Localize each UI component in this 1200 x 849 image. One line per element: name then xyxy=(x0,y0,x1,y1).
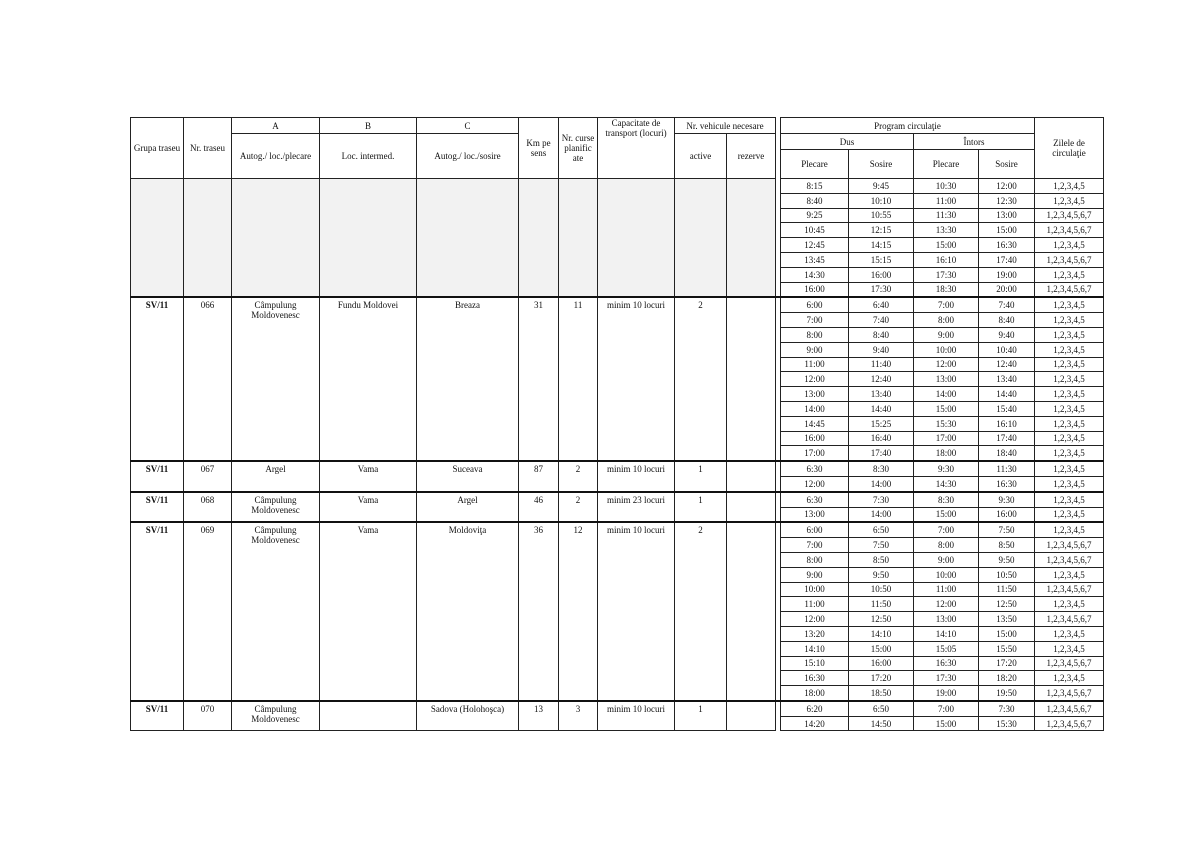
intors-plecare-cell: 11:00 xyxy=(914,193,979,208)
dus-plecare-cell: 16:30 xyxy=(781,671,849,686)
active-vehicles-cell xyxy=(675,179,727,298)
intors-plecare-cell: 7:00 xyxy=(914,701,979,716)
intors-sosire-cell: 9:30 xyxy=(979,492,1035,507)
intors-sosire-cell: 17:40 xyxy=(979,252,1035,267)
intors-plecare-cell: 19:00 xyxy=(914,686,979,701)
intors-sosire-cell: 12:00 xyxy=(979,179,1035,194)
zilele-cell: 1,2,3,4,5 xyxy=(1035,507,1104,522)
intors-sosire-cell: 7:50 xyxy=(979,522,1035,537)
dus-plecare-cell: 8:00 xyxy=(781,327,849,342)
dus-plecare-cell: 10:45 xyxy=(781,223,849,238)
header-col-a: A xyxy=(232,118,320,134)
header-km-pe-sens: Km pe sens xyxy=(519,118,559,179)
intors-sosire-cell: 11:50 xyxy=(979,582,1035,597)
table-row xyxy=(131,461,1104,476)
intors-sosire-cell: 8:40 xyxy=(979,313,1035,328)
header-program-circulatie: Program circulaţie xyxy=(781,118,1035,134)
intors-sosire-cell: 15:30 xyxy=(979,716,1035,731)
zilele-cell: 1,2,3,4,5 xyxy=(1035,567,1104,582)
planned-trips-cell: 12 xyxy=(559,522,598,701)
zilele-cell: 1,2,3,4,5 xyxy=(1035,492,1104,507)
dus-plecare-cell: 14:45 xyxy=(781,416,849,431)
zilele-cell: 1,2,3,4,5 xyxy=(1035,372,1104,387)
intors-plecare-cell: 8:00 xyxy=(914,538,979,553)
intors-plecare-cell: 8:00 xyxy=(914,313,979,328)
dus-sosire-cell: 17:40 xyxy=(849,446,914,461)
intors-sosire-cell: 17:20 xyxy=(979,656,1035,671)
intors-plecare-cell: 9:00 xyxy=(914,327,979,342)
intors-plecare-cell: 13:30 xyxy=(914,223,979,238)
intors-sosire-cell: 16:00 xyxy=(979,507,1035,522)
intors-plecare-cell: 7:00 xyxy=(914,522,979,537)
intors-plecare-cell: 15:05 xyxy=(914,641,979,656)
intors-sosire-cell: 7:40 xyxy=(979,297,1035,312)
intermediate-station-cell: Vama xyxy=(320,461,417,492)
dus-plecare-cell: 7:00 xyxy=(781,538,849,553)
reserve-vehicles-cell xyxy=(727,461,776,492)
table-row xyxy=(131,297,1104,312)
dus-sosire-cell: 8:30 xyxy=(849,461,914,476)
zilele-cell: 1,2,3,4,5,6,7 xyxy=(1035,282,1104,297)
intors-plecare-cell: 11:30 xyxy=(914,208,979,223)
km-cell: 13 xyxy=(519,701,559,731)
header-nr-traseu: Nr. traseu xyxy=(184,118,232,179)
km-cell: 87 xyxy=(519,461,559,492)
arrival-station-cell: Argel xyxy=(417,492,519,523)
intors-sosire-cell: 12:50 xyxy=(979,597,1035,612)
header-col-b: B xyxy=(320,118,417,134)
arrival-station-cell: Sadova (Holohoşca) xyxy=(417,701,519,731)
km-cell: 36 xyxy=(519,522,559,701)
dus-plecare-cell: 9:00 xyxy=(781,342,849,357)
intors-plecare-cell: 10:00 xyxy=(914,342,979,357)
zilele-cell: 1,2,3,4,5,6,7 xyxy=(1035,582,1104,597)
intors-plecare-cell: 16:30 xyxy=(914,656,979,671)
dus-plecare-cell: 6:00 xyxy=(781,522,849,537)
intors-sosire-cell: 15:40 xyxy=(979,401,1035,416)
active-vehicles-cell: 1 xyxy=(675,701,727,731)
intors-plecare-cell: 7:00 xyxy=(914,297,979,312)
km-cell xyxy=(519,179,559,298)
zilele-cell: 1,2,3,4,5 xyxy=(1035,416,1104,431)
intors-sosire-cell: 8:50 xyxy=(979,538,1035,553)
route-number-cell xyxy=(184,179,232,298)
dus-sosire-cell: 14:15 xyxy=(849,238,914,253)
route-group-cell: SV/11 xyxy=(131,701,184,731)
intors-plecare-cell: 12:00 xyxy=(914,357,979,372)
intors-sosire-cell: 19:00 xyxy=(979,267,1035,282)
dus-sosire-cell: 6:50 xyxy=(849,522,914,537)
header-nr-curse: Nr. curse planific ate xyxy=(559,118,598,179)
intors-sosire-cell: 12:40 xyxy=(979,357,1035,372)
reserve-vehicles-cell xyxy=(727,492,776,523)
dus-plecare-cell: 8:15 xyxy=(781,179,849,194)
dus-plecare-cell: 14:10 xyxy=(781,641,849,656)
active-vehicles-cell: 2 xyxy=(675,297,727,461)
zilele-cell: 1,2,3,4,5,6,7 xyxy=(1035,252,1104,267)
dus-plecare-cell: 12:45 xyxy=(781,238,849,253)
zilele-cell: 1,2,3,4,5 xyxy=(1035,626,1104,641)
route-group-cell: SV/11 xyxy=(131,492,184,523)
intors-plecare-cell: 15:00 xyxy=(914,401,979,416)
zilele-cell: 1,2,3,4,5,6,7 xyxy=(1035,223,1104,238)
intors-sosire-cell: 15:00 xyxy=(979,223,1035,238)
intors-plecare-cell: 10:00 xyxy=(914,567,979,582)
intors-sosire-cell: 16:10 xyxy=(979,416,1035,431)
dus-sosire-cell: 13:40 xyxy=(849,387,914,402)
intermediate-station-cell: Vama xyxy=(320,492,417,523)
intermediate-station-cell xyxy=(320,701,417,731)
dus-plecare-cell: 9:25 xyxy=(781,208,849,223)
intors-sosire-cell: 17:40 xyxy=(979,431,1035,446)
dus-plecare-cell: 8:00 xyxy=(781,552,849,567)
dus-plecare-cell: 14:30 xyxy=(781,267,849,282)
dus-sosire-cell: 17:20 xyxy=(849,671,914,686)
intors-plecare-cell: 17:30 xyxy=(914,267,979,282)
dus-sosire-cell: 14:00 xyxy=(849,476,914,491)
dus-sosire-cell: 9:45 xyxy=(849,179,914,194)
table-row xyxy=(131,522,1104,537)
departure-station-cell: Argel xyxy=(232,461,320,492)
header-dus-plecare: Plecare xyxy=(781,150,849,179)
dus-plecare-cell: 11:00 xyxy=(781,357,849,372)
zilele-cell: 1,2,3,4,5 xyxy=(1035,387,1104,402)
dus-plecare-cell: 17:00 xyxy=(781,446,849,461)
dus-sosire-cell: 16:00 xyxy=(849,656,914,671)
dus-sosire-cell: 10:10 xyxy=(849,193,914,208)
capacity-cell: minim 10 locuri xyxy=(598,461,675,492)
dus-sosire-cell: 14:40 xyxy=(849,401,914,416)
intors-plecare-cell: 11:00 xyxy=(914,582,979,597)
capacity-cell: minim 10 locuri xyxy=(598,701,675,731)
zilele-cell: 1,2,3,4,5,6,7 xyxy=(1035,208,1104,223)
intors-plecare-cell: 15:30 xyxy=(914,416,979,431)
intors-sosire-cell: 11:30 xyxy=(979,461,1035,476)
zilele-cell: 1,2,3,4,5 xyxy=(1035,461,1104,476)
intors-sosire-cell: 12:30 xyxy=(979,193,1035,208)
dus-sosire-cell: 15:00 xyxy=(849,641,914,656)
intors-plecare-cell: 9:00 xyxy=(914,552,979,567)
dus-plecare-cell: 7:00 xyxy=(781,313,849,328)
dus-plecare-cell: 18:00 xyxy=(781,686,849,701)
planned-trips-cell: 11 xyxy=(559,297,598,461)
intors-sosire-cell: 13:00 xyxy=(979,208,1035,223)
dus-plecare-cell: 13:00 xyxy=(781,507,849,522)
header-loc-intermed: Loc. intermed. xyxy=(320,134,417,179)
header-capacitate: Capacitate de transport (locuri) xyxy=(598,118,675,179)
dus-sosire-cell: 17:30 xyxy=(849,282,914,297)
header-autog-plecare: Autog./ loc./plecare xyxy=(232,134,320,179)
arrival-station-cell: Moldoviţa xyxy=(417,522,519,701)
dus-plecare-cell: 12:00 xyxy=(781,476,849,491)
route-number-cell: 069 xyxy=(184,522,232,701)
dus-plecare-cell: 13:20 xyxy=(781,626,849,641)
intors-plecare-cell: 14:10 xyxy=(914,626,979,641)
table-row xyxy=(131,179,1104,194)
table-row xyxy=(131,492,1104,507)
intors-plecare-cell: 18:30 xyxy=(914,282,979,297)
planned-trips-cell: 2 xyxy=(559,492,598,523)
route-number-cell: 070 xyxy=(184,701,232,731)
dus-sosire-cell: 12:50 xyxy=(849,612,914,627)
dus-sosire-cell: 18:50 xyxy=(849,686,914,701)
zilele-cell: 1,2,3,4,5 xyxy=(1035,476,1104,491)
dus-sosire-cell: 7:30 xyxy=(849,492,914,507)
header-zilele-de-circulatie: Zilele de circulaţie xyxy=(1035,118,1104,179)
reserve-vehicles-cell xyxy=(727,297,776,461)
dus-plecare-cell: 10:00 xyxy=(781,582,849,597)
active-vehicles-cell: 1 xyxy=(675,492,727,523)
dus-sosire-cell: 6:50 xyxy=(849,701,914,716)
reserve-vehicles-cell xyxy=(727,701,776,731)
arrival-station-cell: Suceava xyxy=(417,461,519,492)
zilele-cell: 1,2,3,4,5,6,7 xyxy=(1035,656,1104,671)
zilele-cell: 1,2,3,4,5 xyxy=(1035,641,1104,656)
zilele-cell: 1,2,3,4,5,6,7 xyxy=(1035,701,1104,716)
zilele-cell: 1,2,3,4,5 xyxy=(1035,671,1104,686)
departure-station-cell: Câmpulung Moldovenesc xyxy=(232,522,320,701)
dus-plecare-cell: 13:00 xyxy=(781,387,849,402)
capacity-cell: minim 10 locuri xyxy=(598,297,675,461)
intors-sosire-cell: 10:50 xyxy=(979,567,1035,582)
zilele-cell: 1,2,3,4,5 xyxy=(1035,431,1104,446)
intors-sosire-cell: 7:30 xyxy=(979,701,1035,716)
intermediate-station-cell xyxy=(320,179,417,298)
header-dus: Dus xyxy=(781,134,914,150)
dus-plecare-cell: 16:00 xyxy=(781,431,849,446)
intors-plecare-cell: 18:00 xyxy=(914,446,979,461)
table-header xyxy=(131,118,1104,179)
schedule-table xyxy=(130,117,1104,731)
intors-sosire-cell: 15:50 xyxy=(979,641,1035,656)
dus-plecare-cell: 9:00 xyxy=(781,567,849,582)
capacity-cell xyxy=(598,179,675,298)
departure-station-cell xyxy=(232,179,320,298)
dus-plecare-cell: 15:10 xyxy=(781,656,849,671)
header-intors-plecare: Plecare xyxy=(914,150,979,179)
zilele-cell: 1,2,3,4,5 xyxy=(1035,342,1104,357)
zilele-cell: 1,2,3,4,5 xyxy=(1035,267,1104,282)
zilele-cell: 1,2,3,4,5,6,7 xyxy=(1035,538,1104,553)
dus-plecare-cell: 14:00 xyxy=(781,401,849,416)
dus-sosire-cell: 7:50 xyxy=(849,538,914,553)
intors-sosire-cell: 9:40 xyxy=(979,327,1035,342)
zilele-cell: 1,2,3,4,5,6,7 xyxy=(1035,552,1104,567)
intors-sosire-cell: 18:20 xyxy=(979,671,1035,686)
route-group-cell: SV/11 xyxy=(131,297,184,461)
dus-plecare-cell: 12:00 xyxy=(781,372,849,387)
intors-sosire-cell: 13:50 xyxy=(979,612,1035,627)
zilele-cell: 1,2,3,4,5 xyxy=(1035,446,1104,461)
departure-station-cell: Câmpulung Moldovenesc xyxy=(232,297,320,461)
zilele-cell: 1,2,3,4,5 xyxy=(1035,313,1104,328)
arrival-station-cell xyxy=(417,179,519,298)
route-number-cell: 066 xyxy=(184,297,232,461)
dus-plecare-cell: 6:30 xyxy=(781,461,849,476)
intors-plecare-cell: 13:00 xyxy=(914,372,979,387)
zilele-cell: 1,2,3,4,5 xyxy=(1035,179,1104,194)
route-group-cell: SV/11 xyxy=(131,461,184,492)
zilele-cell: 1,2,3,4,5 xyxy=(1035,401,1104,416)
route-group-cell xyxy=(131,179,184,298)
dus-sosire-cell: 11:50 xyxy=(849,597,914,612)
dus-plecare-cell: 14:20 xyxy=(781,716,849,731)
intors-plecare-cell: 15:00 xyxy=(914,238,979,253)
dus-sosire-cell: 8:50 xyxy=(849,552,914,567)
intors-sosire-cell: 10:40 xyxy=(979,342,1035,357)
intors-plecare-cell: 10:30 xyxy=(914,179,979,194)
dus-sosire-cell: 8:40 xyxy=(849,327,914,342)
reserve-vehicles-cell xyxy=(727,179,776,298)
dus-sosire-cell: 9:40 xyxy=(849,342,914,357)
intors-plecare-cell: 12:00 xyxy=(914,597,979,612)
departure-station-cell: Câmpulung Moldovenesc xyxy=(232,492,320,523)
table-row xyxy=(131,701,1104,716)
zilele-cell: 1,2,3,4,5 xyxy=(1035,522,1104,537)
intermediate-station-cell: Fundu Moldovei xyxy=(320,297,417,461)
km-cell: 46 xyxy=(519,492,559,523)
planned-trips-cell xyxy=(559,179,598,298)
intors-plecare-cell: 17:30 xyxy=(914,671,979,686)
dus-plecare-cell: 12:00 xyxy=(781,612,849,627)
active-vehicles-cell: 2 xyxy=(675,522,727,701)
header-intors-sosire: Sosire xyxy=(979,150,1035,179)
header-nr-vehicule: Nr. vehicule necesare xyxy=(675,118,776,134)
dus-sosire-cell: 10:50 xyxy=(849,582,914,597)
dus-plecare-cell: 11:00 xyxy=(781,597,849,612)
table-body xyxy=(131,179,1104,731)
header-active: active xyxy=(675,134,727,179)
zilele-cell: 1,2,3,4,5 xyxy=(1035,193,1104,208)
intors-sosire-cell: 18:40 xyxy=(979,446,1035,461)
capacity-cell: minim 10 locuri xyxy=(598,522,675,701)
intors-plecare-cell: 15:00 xyxy=(914,507,979,522)
intors-plecare-cell: 13:00 xyxy=(914,612,979,627)
departure-station-cell: Câmpulung Moldovenesc xyxy=(232,701,320,731)
route-number-cell: 068 xyxy=(184,492,232,523)
intors-sosire-cell: 16:30 xyxy=(979,476,1035,491)
reserve-vehicles-cell xyxy=(727,522,776,701)
route-group-cell: SV/11 xyxy=(131,522,184,701)
active-vehicles-cell: 1 xyxy=(675,461,727,492)
intors-plecare-cell: 8:30 xyxy=(914,492,979,507)
km-cell: 31 xyxy=(519,297,559,461)
intors-plecare-cell: 15:00 xyxy=(914,716,979,731)
dus-sosire-cell: 12:40 xyxy=(849,372,914,387)
header-autog-sosire: Autog./ loc./sosire xyxy=(417,134,519,179)
intors-sosire-cell: 16:30 xyxy=(979,238,1035,253)
header-intors: Întors xyxy=(914,134,1035,150)
planned-trips-cell: 2 xyxy=(559,461,598,492)
dus-sosire-cell: 15:25 xyxy=(849,416,914,431)
intors-sosire-cell: 15:00 xyxy=(979,626,1035,641)
capacity-cell: minim 23 locuri xyxy=(598,492,675,523)
dus-plecare-cell: 6:00 xyxy=(781,297,849,312)
zilele-cell: 1,2,3,4,5 xyxy=(1035,597,1104,612)
dus-sosire-cell: 16:00 xyxy=(849,267,914,282)
zilele-cell: 1,2,3,4,5,6,7 xyxy=(1035,686,1104,701)
dus-sosire-cell: 12:15 xyxy=(849,223,914,238)
dus-sosire-cell: 6:40 xyxy=(849,297,914,312)
header-col-c: C xyxy=(417,118,519,134)
dus-plecare-cell: 16:00 xyxy=(781,282,849,297)
dus-sosire-cell: 10:55 xyxy=(849,208,914,223)
intors-plecare-cell: 17:00 xyxy=(914,431,979,446)
dus-plecare-cell: 6:30 xyxy=(781,492,849,507)
zilele-cell: 1,2,3,4,5 xyxy=(1035,297,1104,312)
dus-plecare-cell: 6:20 xyxy=(781,701,849,716)
route-number-cell: 067 xyxy=(184,461,232,492)
header-dus-sosire: Sosire xyxy=(849,150,914,179)
intors-plecare-cell: 14:30 xyxy=(914,476,979,491)
dus-plecare-cell: 8:40 xyxy=(781,193,849,208)
intors-sosire-cell: 19:50 xyxy=(979,686,1035,701)
dus-sosire-cell: 16:40 xyxy=(849,431,914,446)
zilele-cell: 1,2,3,4,5 xyxy=(1035,357,1104,372)
intermediate-station-cell: Vama xyxy=(320,522,417,701)
zilele-cell: 1,2,3,4,5,6,7 xyxy=(1035,612,1104,627)
intors-plecare-cell: 16:10 xyxy=(914,252,979,267)
dus-sosire-cell: 7:40 xyxy=(849,313,914,328)
header-rezerve: rezerve xyxy=(727,134,776,179)
dus-sosire-cell: 14:50 xyxy=(849,716,914,731)
arrival-station-cell: Breaza xyxy=(417,297,519,461)
intors-sosire-cell: 13:40 xyxy=(979,372,1035,387)
dus-sosire-cell: 14:00 xyxy=(849,507,914,522)
dus-sosire-cell: 14:10 xyxy=(849,626,914,641)
dus-sosire-cell: 9:50 xyxy=(849,567,914,582)
planned-trips-cell: 3 xyxy=(559,701,598,731)
intors-sosire-cell: 14:40 xyxy=(979,387,1035,402)
dus-sosire-cell: 11:40 xyxy=(849,357,914,372)
intors-sosire-cell: 20:00 xyxy=(979,282,1035,297)
intors-plecare-cell: 9:30 xyxy=(914,461,979,476)
intors-plecare-cell: 14:00 xyxy=(914,387,979,402)
zilele-cell: 1,2,3,4,5 xyxy=(1035,238,1104,253)
header-grupa-traseu: Grupa traseu xyxy=(131,118,184,179)
dus-plecare-cell: 13:45 xyxy=(781,252,849,267)
intors-sosire-cell: 9:50 xyxy=(979,552,1035,567)
zilele-cell: 1,2,3,4,5,6,7 xyxy=(1035,716,1104,731)
dus-sosire-cell: 15:15 xyxy=(849,252,914,267)
zilele-cell: 1,2,3,4,5 xyxy=(1035,327,1104,342)
